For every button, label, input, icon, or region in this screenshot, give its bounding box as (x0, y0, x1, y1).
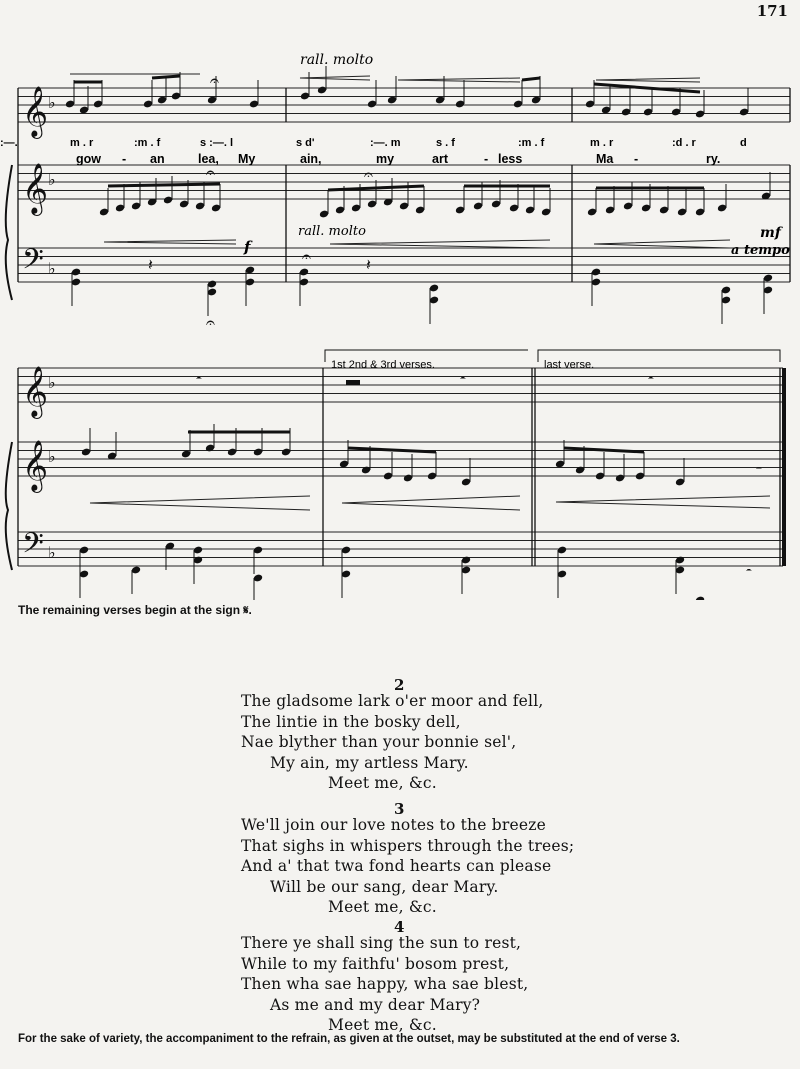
verse-line: Will be our sang, dear Mary. (270, 877, 499, 896)
tempo-marking-top: rall. molto (300, 52, 374, 68)
fermata-icon: 𝄐 (206, 313, 215, 332)
a-tempo-marking: a tempo (731, 243, 790, 258)
remaining-verses-note: The remaining verses begin at the sign 𝄋. (18, 603, 252, 617)
hairpin (596, 78, 700, 82)
lyric-word: - (634, 152, 639, 166)
final-bar-thick (782, 368, 786, 566)
clefs (22, 86, 56, 567)
rest-icon: 𝄼 (756, 460, 762, 478)
solfa-syllable: s d' (296, 137, 315, 149)
treble-clef-icon: 𝄞 (22, 366, 49, 417)
hairpins (70, 74, 770, 510)
flat-key-icon: ♭ (48, 373, 56, 392)
lyric-word: ry. (706, 152, 721, 166)
solfa-syllable: :—. m (370, 137, 401, 149)
hairpin (300, 76, 370, 80)
hairpin (104, 240, 236, 244)
bass-clef-icon: 𝄢 (22, 243, 44, 283)
treble-clef-icon: 𝄞 (22, 86, 49, 137)
verse-number: 3 (394, 800, 405, 818)
solfa-syllable: m . r (70, 137, 94, 149)
verse-number: 4 (394, 918, 405, 936)
dynamic-forte: f (244, 238, 251, 256)
notes (65, 66, 773, 600)
beam (522, 78, 540, 80)
volta-last-label: last verse. (544, 359, 595, 371)
verse-line: Meet me, &c. (328, 774, 437, 792)
lyric-word: my (376, 152, 395, 166)
verse-line: That sighs in whispers through the trees; (241, 836, 575, 855)
solfa-syllable: :m . f (134, 137, 161, 149)
bar-lines (18, 88, 790, 566)
page-number: 171 (756, 2, 788, 20)
braces (6, 165, 12, 570)
flat-key-icon: ♭ (48, 170, 56, 189)
rest-icon: 𝄽 (366, 255, 371, 274)
hairpin (330, 240, 550, 248)
fermata-icon: 𝄐 (210, 71, 219, 90)
rest-icon: 𝄼 (648, 370, 654, 388)
verse-line: We'll join our love notes to the breeze (241, 816, 546, 834)
beam (348, 448, 436, 452)
rest-icon: 𝄼 (746, 562, 752, 580)
rest-icon: 𝄼 (196, 370, 202, 388)
verse-line: Meet me, &c. (328, 898, 437, 916)
solfa-syllable: :d . r (672, 137, 696, 149)
verse-line: While to my faithfu' bosom prest, (241, 954, 510, 973)
bass-clef-icon: 𝄢 (22, 527, 44, 567)
hairpin (594, 240, 730, 248)
solfa-syllable: d (740, 137, 747, 149)
flat-key-icon: ♭ (48, 259, 56, 278)
flat-key-icon: ♭ (48, 93, 56, 112)
verse-line: There ye shall sing the sun to rest, (241, 934, 522, 952)
solfa-syllable: s :—. l (200, 137, 234, 149)
verse-line: Meet me, &c. (328, 1016, 437, 1034)
dynamic-mezzo-forte: mf (760, 225, 781, 241)
treble-clef-icon: 𝄞 (22, 163, 49, 214)
verse-line: The lintie in the bosky dell, (241, 712, 461, 731)
lyric-word: - (484, 152, 489, 166)
lyric-word: an (150, 152, 165, 166)
hairpin (398, 78, 520, 82)
half-rest-icon (346, 380, 360, 385)
solfa-row (0, 137, 747, 149)
beam (108, 184, 220, 186)
note-head (695, 596, 705, 600)
verse-line: And a' that twa fond hearts can please (241, 857, 552, 875)
beam (564, 448, 644, 452)
solfa-syllable: :m . f (518, 137, 545, 149)
piano-brace (6, 442, 12, 570)
lyric-word: - (122, 152, 127, 166)
solfa-syllable: :—. (0, 137, 18, 149)
piano-brace (6, 165, 12, 300)
flat-key-icon: ♭ (48, 543, 56, 562)
hairpin (90, 496, 310, 510)
verse-line: The gladsome lark o'er moor and fell, (241, 692, 544, 710)
lyrics-row (76, 152, 720, 166)
treble-clef-icon: 𝄞 (22, 440, 49, 491)
beam (152, 76, 180, 78)
verse-line: My ain, my artless Mary. (270, 753, 469, 772)
lyric-word: My (238, 152, 256, 166)
rest-icon: 𝄼 (460, 370, 466, 388)
lyric-word: art (432, 152, 448, 166)
solfa-syllable: s . f (436, 137, 455, 149)
footnote: For the sake of variety, the accompaniment to the refrain, as given at the outset, may be substituted at the end of verse 3. (18, 1033, 680, 1045)
volta-first-label: 1st 2nd & 3rd verses. (331, 359, 435, 371)
hairpin (556, 496, 770, 508)
verse-line: As me and my dear Mary? (270, 995, 481, 1014)
staff-lines (18, 88, 790, 566)
hairpin (342, 496, 520, 510)
solfa-syllable: m . r (590, 137, 614, 149)
lyric-word: ain, (300, 152, 322, 166)
piano-tempo-marking: rall. molto (298, 224, 366, 239)
beam (328, 186, 424, 190)
flat-key-icon: ♭ (48, 447, 56, 466)
verse-line: Then wha sae happy, wha sae blest, (241, 975, 529, 993)
rest-icon: 𝄽 (148, 255, 153, 274)
lyric-word: gow (76, 152, 101, 166)
lyric-word: Ma (596, 152, 614, 166)
verse-line: Nae blyther than your bonnie sel', (241, 733, 517, 751)
fermata-icon: 𝄐 (302, 247, 311, 266)
lyric-word: less (498, 152, 523, 166)
fermata-icon: 𝄐 (364, 165, 373, 184)
verse-number: 2 (394, 676, 405, 694)
fermata-icon: 𝄐 (206, 163, 215, 182)
lyric-word: lea, (198, 152, 219, 166)
